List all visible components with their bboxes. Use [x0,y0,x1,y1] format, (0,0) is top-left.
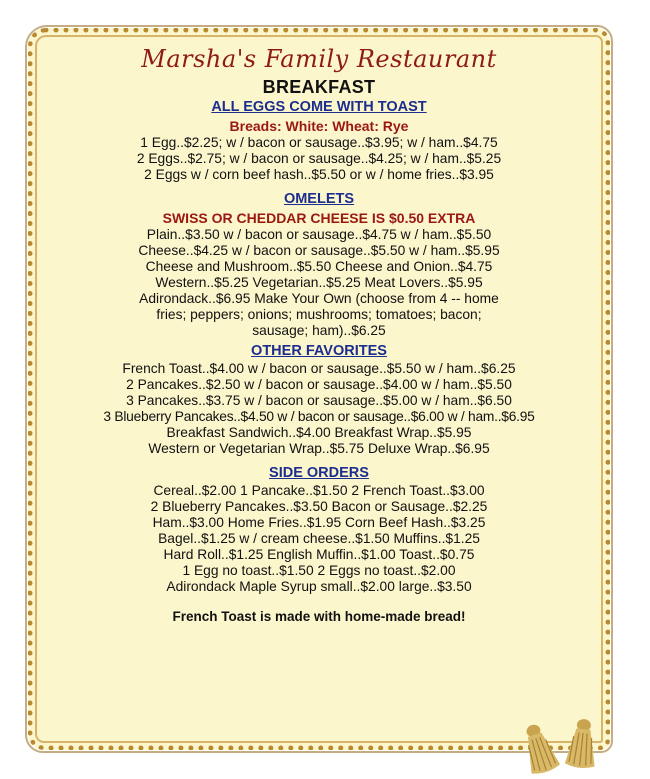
french-toast-note: French Toast is made with home-made bread! [172,609,466,624]
breakfast-title: BREAKFAST [262,77,376,97]
favorite-line: French Toast..$4.00 w / bacon or sausage..$5.50 w / ham..$6.25 [122,361,516,376]
side-order-line: 1 Egg no toast..$1.50 2 Eggs no toast..$2.00 [182,563,456,578]
favorite-line: 3 Blueberry Pancakes..$4.50 w / bacon or sausage..$6.00 w / ham..$6.95 [103,409,535,424]
menu-card [28,28,610,750]
menu-content [33,45,605,624]
favorite-line: Western or Vegetarian Wrap..$5.75 Deluxe Wrap..$6.95 [148,441,490,456]
eggs-line: 1 Egg..$2.25; w / bacon or sausage..$3.95; w / ham..$4.75 [140,135,498,150]
eggs-heading: ALL EGGS COME WITH TOAST [211,99,427,115]
side-order-line: Cereal..$2.00 1 Pancake..$1.50 2 French Toast..$3.00 [153,483,485,498]
side-orders-heading: SIDE ORDERS [269,465,369,481]
omelet-line: Western..$5.25 Vegetarian..$5.25 Meat Lovers..$5.95 [155,275,483,290]
omelets-heading: OMELETS [283,191,355,207]
side-order-line: Ham..$3.00 Home Fries..$1.95 Corn Beef Hash..$3.25 [152,515,486,530]
restaurant-name: Marsha's Family Restaurant [141,45,497,73]
eggs-line: 2 Eggs w / corn beef hash..$5.50 or w / home fries..$3.95 [144,167,494,182]
tassel-icon [558,715,605,771]
favorite-line: Breakfast Sandwich..$4.00 Breakfast Wrap..$5.95 [166,425,472,440]
favorite-line: 3 Pancakes..$3.75 w / bacon or sausage..$5.00 w / ham..$6.50 [126,393,512,408]
side-order-line: 2 Blueberry Pancakes..$3.50 Bacon or Sausage..$2.25 [150,499,488,514]
breads-note: Breads: White: Wheat: Rye [229,118,409,134]
cheese-extra-note: SWISS OR CHEDDAR CHEESE IS $0.50 EXTRA [162,210,476,226]
omelet-line: Cheese..$4.25 w / bacon or sausage..$5.50 w / ham..$5.95 [138,243,500,258]
side-order-line: Adirondack Maple Syrup small..$2.00 large..$3.50 [166,579,472,594]
omelet-line: fries; peppers; onions; mushrooms; tomatoes; bacon; [156,307,482,322]
side-order-line: Hard Roll..$1.25 English Muffin..$1.00 Toast..$0.75 [163,547,475,562]
eggs-line: 2 Eggs..$2.75; w / bacon or sausage..$4.25; w / ham..$5.25 [136,151,502,166]
other-favorites-heading: OTHER FAVORITES [251,343,387,359]
omelet-line: sausage; ham)..$6.25 [252,323,386,338]
favorite-line: 2 Pancakes..$2.50 w / bacon or sausage..$4.00 w / ham..$5.50 [126,377,512,392]
side-order-line: Bagel..$1.25 w / cream cheese..$1.50 Muffins..$1.25 [158,531,480,546]
omelet-line: Plain..$3.50 w / bacon or sausage..$4.75 w / ham..$5.50 [146,227,492,242]
omelet-line: Cheese and Mushroom..$5.50 Cheese and Onion..$4.75 [145,259,493,274]
omelet-line: Adirondack..$6.95 Make Your Own (choose from 4 -- home [139,291,499,306]
